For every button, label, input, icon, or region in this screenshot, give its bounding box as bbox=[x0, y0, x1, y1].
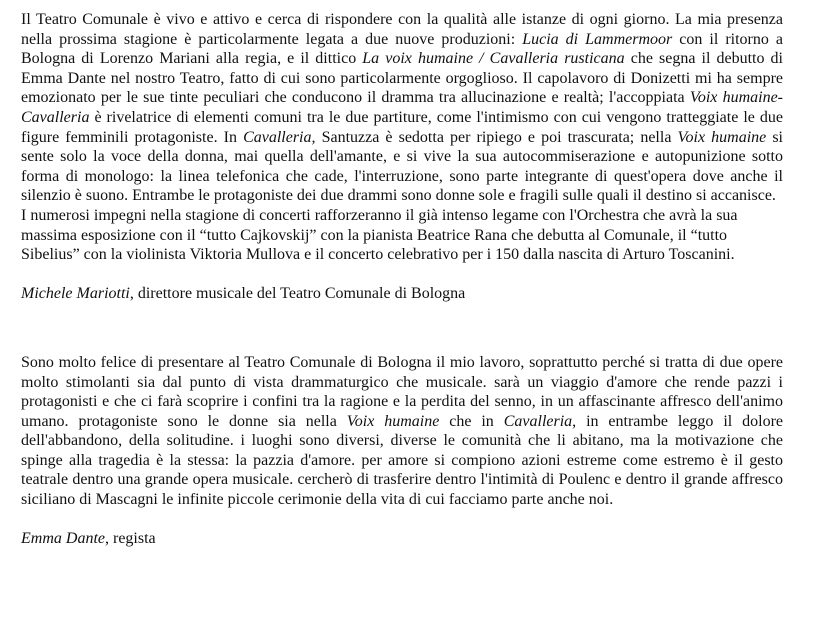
spacer bbox=[21, 510, 783, 530]
paragraph-mariotti-concerts: I numerosi impegni nella stagione di concerti rafforzeranno il già intenso legame con l'Orchestra che avrà la sua massima esposizione con il “tutto Cajkovskij” con la pianista Beatrice Rana che debutta al Comunale, il “tutto Sibelius” con la violinista Viktoria Mullova e il concerto celebrativo per i 150 dalla nascita di Arturo Toscanini. bbox=[21, 206, 738, 264]
text-run: Il Teatro Comunale è vivo e attivo e cerca di rispondere con la qualità alle istanze di ogni giorno. La mia presenza nella prossima stagione è particolarmente legata a due nuove produzioni: bbox=[21, 11, 783, 48]
paragraph-mariotti-intro bbox=[21, 10, 783, 206]
signature-role: , direttore musicale del Teatro Comunale di Bologna bbox=[129, 285, 466, 303]
text-run: si sente solo la voce della donna, mai quella dell'amante, e si vive la sua autocommiserazione e autopunizione sotto forma di monologo: la linea telefonica che cade, l'interruzione, sono parte integrante di quest'opera dove anche il silenzio è suono. Entrambe le protagoniste dei due drammi sono donne sole e fragili sulle quali il destino si accanisce. bbox=[21, 128, 784, 205]
document-body bbox=[21, 10, 783, 549]
title-dittico: La voix humaine / Cavalleria rusticana bbox=[362, 50, 625, 68]
signature-mariotti bbox=[21, 284, 783, 304]
title-voix-cavalleria: Voix humaine-Cavalleria bbox=[21, 89, 784, 126]
text-run: , in entrambe leggo il dolore dell'abbandono, della solitudine. i luoghi sono diversi, diverse le comunità che li abitano, ma la motivazione che spinge alla tragedia è la stessa: la pazzia d'amore. per amore si compiono azioni estreme come estremo è il gesto teatrale dentro una grande opera musicale. cercherò di trasferire dentro l'intimità di Poulenc e dentro il grande affresco siciliano di Mascagni le infinite piccole cerimonie della vita di cui facciamo parte anche noi. bbox=[21, 412, 783, 509]
title-cavalleria: Cavalleria, bbox=[243, 128, 316, 146]
spacer bbox=[21, 304, 783, 353]
text-run: che in bbox=[439, 412, 504, 430]
title-voix-humaine: Voix humaine bbox=[346, 412, 440, 430]
text-run: è rivelatrice di elementi comuni tra le due partiture, come l'intimismo con cui vengono tratteggiate le due figure femminili protagoniste. In bbox=[21, 108, 783, 146]
signature-dante bbox=[21, 529, 783, 549]
signature-role: , regista bbox=[104, 530, 156, 548]
text-run: Santuzza è sedotta per ripiego e poi trascurata; nella bbox=[315, 128, 678, 146]
title-cavalleria: Cavalleria bbox=[503, 412, 573, 430]
text-run: che segna il debutto di Emma Dante nel nostro Teatro, fatto di cui sono particolarmente orgoglioso. Il capolavoro di Donizetti mi ha sempre emozionato per le sue tinte peculiari che conducono il dramma tra allucinazione e realtà; l'accoppiata bbox=[21, 50, 783, 107]
signature-name: Michele Mariotti bbox=[21, 285, 130, 303]
signature-name: Emma Dante bbox=[21, 530, 105, 548]
spacer bbox=[21, 265, 783, 285]
title-lucia: Lucia di Lammermoor bbox=[522, 30, 673, 48]
paragraph-dante bbox=[21, 353, 783, 510]
title-voix-humaine: Voix humaine bbox=[677, 128, 767, 146]
text-run: con il ritorno a Bologna di Lorenzo Mariani alla regia, e il dittico bbox=[21, 30, 784, 68]
text-run: Sono molto felice di presentare al Teatro Comunale di Bologna il mio lavoro, soprattutto perché si tratta di due opere molto stimolanti sia dal punto di vista drammaturgico che musicale. sarà un viaggio d'amore che rende pazzi i protagonisti e che ci farà scoprire i confini tra la ragione e la perdita del senno, in un affascinante affresco dell'animo umano. protagoniste sono le donne sia nella bbox=[21, 353, 783, 430]
